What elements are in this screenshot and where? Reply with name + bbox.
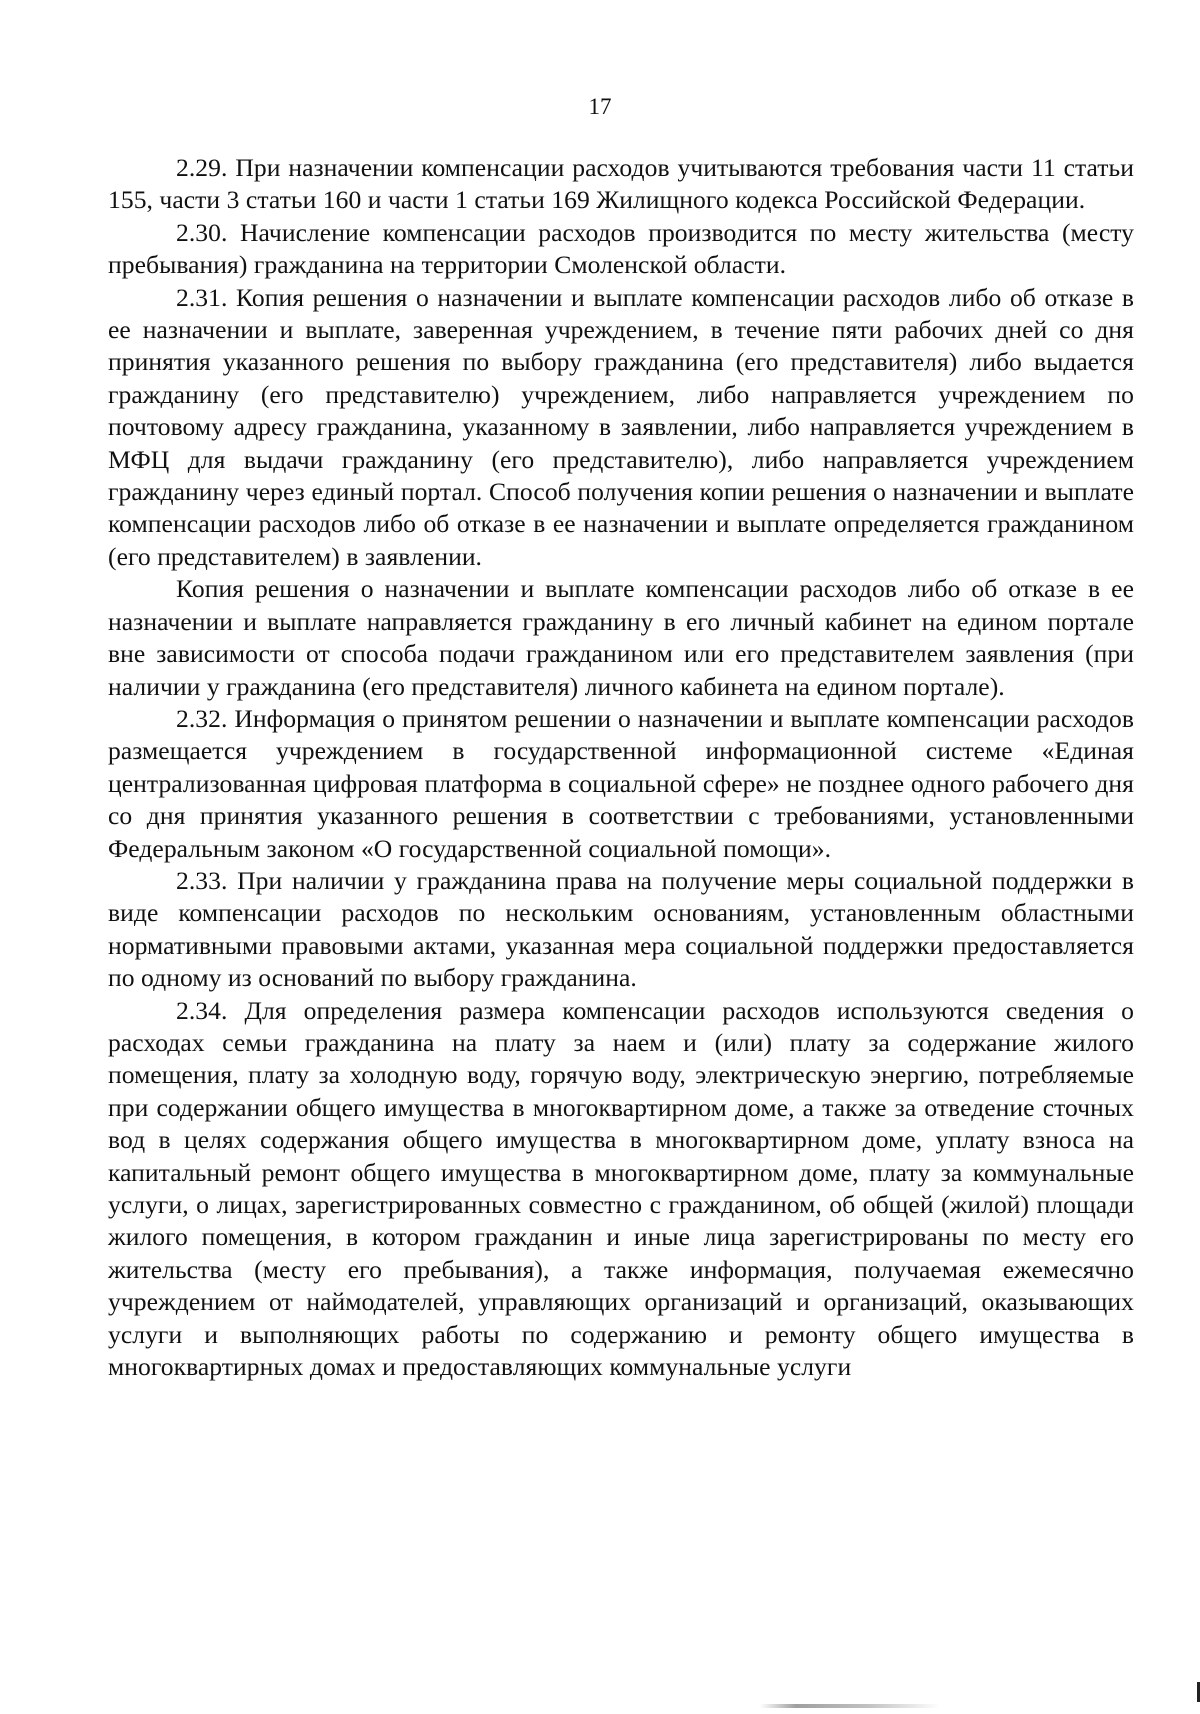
paragraph-2-34: 2.34. Для определения размера компенсации расходов используются сведения о расходах семьи гражданина на плату за наем и (или) плату за содержание жилого помещения, плату за холодную воду, горячую воду, электрическую энергию, потребляемые при содержании общего имущества в многоквартирном доме, а также за отведение сточных вод в целях содержания общего имущества в многоквартирном доме, уплату взноса на капитальный ремонт общего имущества в многоквартирном доме, плату за коммунальные услуги, о лицах, зарегистрированных совместно с гражданином, об общей (жилой) площади жилого помещения, в котором гражданин и иные лица зарегистрированы по месту его жительства (месту его пребывания), а также информация, получаемая ежемесячно учреждением от наймодателей, управляющих организаций и организаций, оказывающих услуги и выполняющих работы по содержанию и ремонту общего имущества в многоквартирных домах и предоставляющих коммунальные услуги xyxy=(108,995,1134,1382)
scan-artifact xyxy=(760,1704,940,1708)
document-body xyxy=(108,152,1134,1383)
paragraph-2-31-continued: Копия решения о назначении и выплате компенсации расходов либо об отказе в ее назначении и выплате направляется гражданину в его личный кабинет на едином портале вне зависимости от способа подачи гражданином или его представителем заявления (при наличии у гражданина (его представителя) личного кабинета на едином портале). xyxy=(108,574,1134,701)
paragraph-2-31: 2.31. Копия решения о назначении и выплате компенсации расходов либо об отказе в ее назначении и выплате, заверенная учреждением, в течение пяти рабочих дней со дня принятия указанного решения по выбору гражданина (его представителя) либо выдается гражданину (его представителю) учреждением, либо направляется учреждением по почтовому адресу гражданина, указанному в заявлении, либо направляется учреждением в МФЦ для выдачи гражданину (его представителю), либо направляется учреждением гражданину через единый портал. Способ получения копии решения о назначении и выплате компенсации расходов либо об отказе в ее назначении и выплате определяется гражданином (его представителем) в заявлении. xyxy=(108,282,1134,571)
page-number: 17 xyxy=(588,94,612,119)
paragraph-2-32: 2.32. Информация о принятом решении о назначении и выплате компенсации расходов размещается учреждением в государственной информационной системе «Единая централизованная цифровая платформа в социальной сфере» не позднее одного рабочего дня со дня принятия указанного решения в соответствии с требованиями, установленными Федеральным законом «О государственной социальной помощи». xyxy=(108,703,1134,863)
paragraph-2-33: 2.33. При наличии у гражданина права на получение меры социальной поддержки в виде компенсации расходов по нескольким основаниям, установленным областными нормативными правовыми актами, указанная мера социальной поддержки предоставляется по одному из оснований по выбору гражданина. xyxy=(108,865,1134,993)
paragraph-2-30: 2.30. Начисление компенсации расходов производится по месту жительства (месту пребывания) гражданина на территории Смоленской области. xyxy=(108,217,1134,280)
paragraph-2-29: 2.29. При назначении компенсации расходов учитываются требования части 11 статьи 155, части 3 статьи 160 и части 1 статьи 169 Жилищного кодекса Российской Федерации. xyxy=(108,153,1134,215)
